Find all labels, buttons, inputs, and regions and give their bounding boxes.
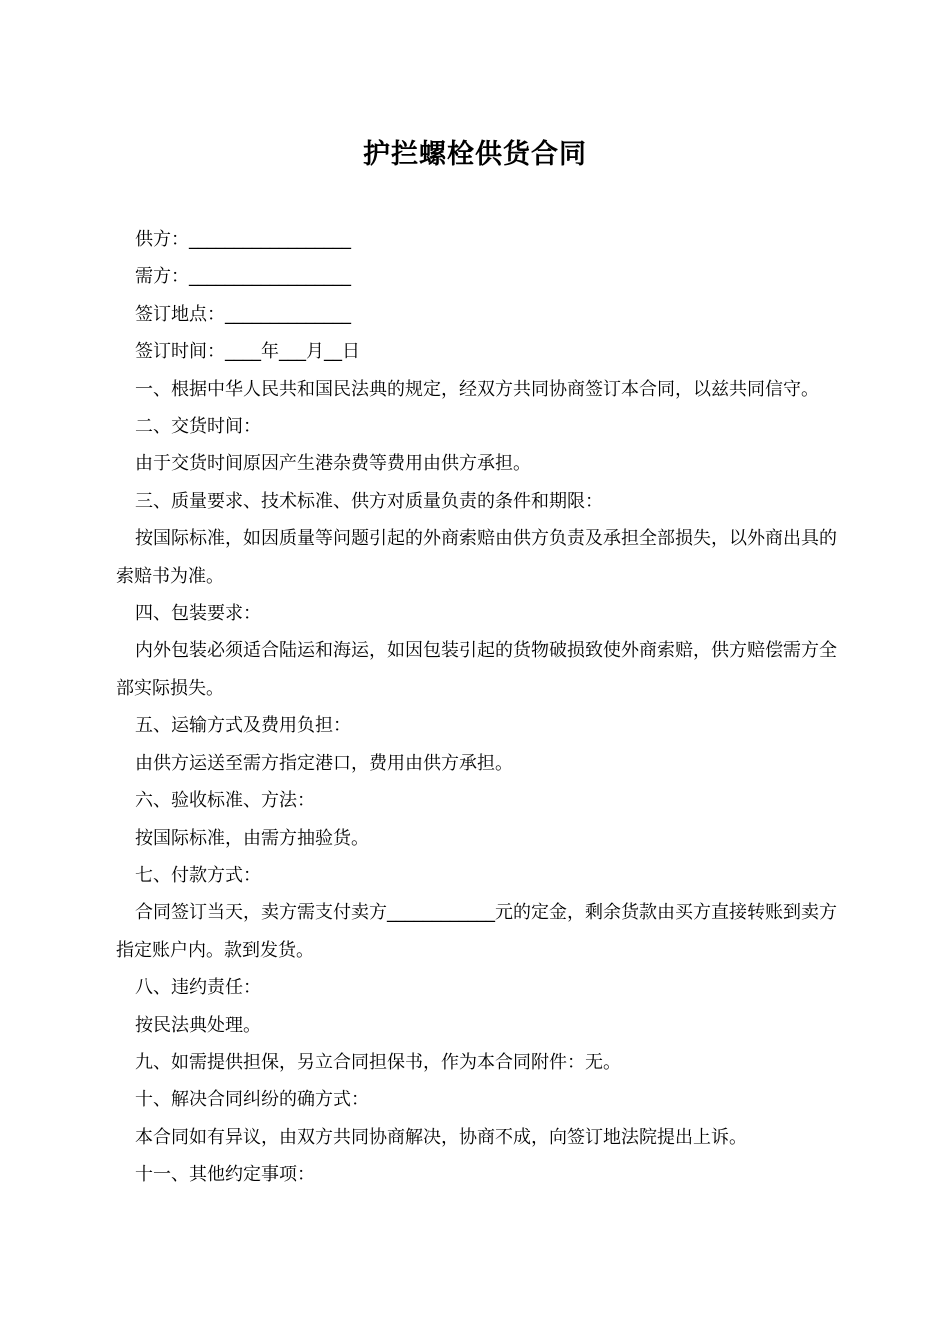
signing-place-line: 签订地点：______________ xyxy=(135,303,351,325)
clause-9: 九、如需提供担保，另立合同担保书，作为本合同附件：无。 xyxy=(135,1051,621,1073)
clause-5-heading: 五、运输方式及费用负担： xyxy=(135,715,351,737)
supplier-line: 供方：__________________ xyxy=(135,229,351,250)
clause-3-heading: 三、质量要求、技术标准、供方对质量负责的条件和期限： xyxy=(135,490,603,512)
clause-8-heading: 八、违约责任： xyxy=(135,977,261,999)
clause-2-heading: 二、交货时间： xyxy=(135,416,261,438)
clause-4-text: 内外包装必须适合陆运和海运，如因包装引起的货物破损致使外商索赔，供方赔偿需方全部实际损失。 xyxy=(116,640,837,699)
buyer-line: 需方：__________________ xyxy=(135,266,351,288)
clause-4-heading: 四、包装要求： xyxy=(135,603,261,625)
clause-7-heading: 七、付款方式： xyxy=(135,864,261,886)
clause-10-text: 本合同如有异议，由双方共同协商解决，协商不成，向签订地法院提出上诉。 xyxy=(135,1126,747,1148)
clause-2-text: 由于交货时间原因产生港杂费等费用由供方承担。 xyxy=(135,453,531,475)
clause-3-text: 按国际标准，如因质量等问题引起的外商索赔由供方负责及承担全部损失，以外商出具的索赔书为准。 xyxy=(116,528,837,587)
clause-6-text: 按国际标准，由需方抽验货。 xyxy=(135,827,369,849)
signing-date-line: 签订时间：____年___月__日 xyxy=(135,341,360,363)
clause-11-heading: 十一、其他约定事项： xyxy=(135,1164,315,1186)
clause-6-heading: 六、验收标准、方法： xyxy=(135,790,315,812)
document-title: 护拦螺栓供货合同 xyxy=(363,139,587,170)
document-body xyxy=(116,221,838,1194)
clause-1: 一、根据中华人民共和国民法典的规定，经双方共同协商签订本合同，以兹共同信守。 xyxy=(135,378,819,400)
clause-8-text: 按民法典处理。 xyxy=(135,1014,261,1036)
clause-5-text: 由供方运送至需方指定港口，费用由供方承担。 xyxy=(135,752,513,774)
clause-7-text: 合同签订当天，卖方需支付卖方____________元的定金，剩余货款由买方直接转账到卖方指定账户内。款到发货。 xyxy=(116,902,837,961)
clause-10-heading: 十、解决合同纠纷的确方式： xyxy=(135,1089,369,1111)
